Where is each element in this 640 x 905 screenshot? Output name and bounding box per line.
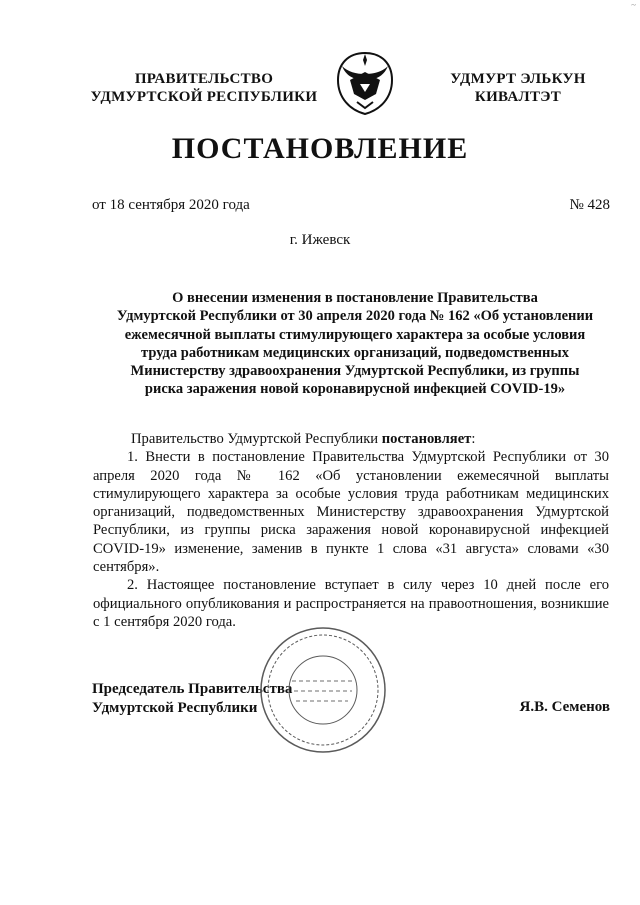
opening-keyword: постановляет: [381, 431, 472, 447]
opening-prefix: Правительство Удмуртской Республики: [131, 431, 382, 447]
document-number: № 428: [569, 197, 610, 213]
corner-scan-mark: ~: [631, 0, 636, 10]
subject-line: ежемесячной выплаты стимулирующего характера за особые условия: [124, 326, 586, 343]
subject-line: Министерству здравоохранения Удмуртской Республики, из группы: [130, 363, 580, 380]
signer-name: Я.В. Семенов: [519, 699, 610, 715]
body-opening: [93, 430, 609, 448]
header-left-line-1: ПРАВИТЕЛЬСТВО: [134, 71, 274, 87]
opening-suffix: :: [471, 431, 476, 447]
document-date: от 18 сентября 2020 года: [92, 197, 250, 213]
header-right-line-2: КИВАЛТЭТ: [474, 89, 562, 105]
document-type-title: ПОСТАНОВЛЕНИЕ: [171, 132, 469, 165]
document-subject: [95, 289, 615, 399]
header-right-authority: [420, 70, 616, 106]
body-item-2: 2. Настоящее постановление вступает в силу через 10 дней после его официального опубликования и распространяется на правоотношения, возникшие с 1 сентября 2020 года.: [93, 577, 609, 630]
signer-position-line-2: Удмуртской Республики: [92, 700, 258, 716]
header-left-line-2: УДМУРТСКОЙ РЕСПУБЛИКИ: [90, 89, 318, 105]
subject-line: Удмуртской Республики от 30 апреля 2020 года № 162 «Об установлении: [116, 308, 594, 325]
body-item-1: 1. Внести в постановление Правительства Удмуртской Республики от 30 апреля 2020 года № 162 «Об установлении ежемесячной выплаты стимулирующего характера за особые условия труда работникам медицинских организаций, подведомственных Министерству здравоохранения Удмуртской Республики, из группы риска заражения новой коронавирусной инфекцией COVID-19» изменение, заменив в пункте 1 слова «31 августа» словами «30 сентября».: [93, 449, 609, 576]
header-right-line-1: УДМУРТ ЭЛЬКУН: [450, 71, 586, 87]
subject-line: труда работникам медицинских организаций, подведомственных: [141, 344, 569, 361]
signer-position-line-1: Председатель Правительства: [92, 681, 293, 697]
document-city: г. Ижевск: [289, 232, 351, 248]
document-body: [93, 430, 609, 631]
coat-of-arms-udmurtia-icon: [330, 50, 400, 116]
subject-line: риска заражения новой коронавирусной инфекцией COVID-19»: [144, 381, 566, 398]
header-left-authority: [88, 70, 320, 106]
subject-line: О внесении изменения в постановление Правительства: [172, 290, 538, 306]
round-stamp-icon: [258, 625, 388, 755]
